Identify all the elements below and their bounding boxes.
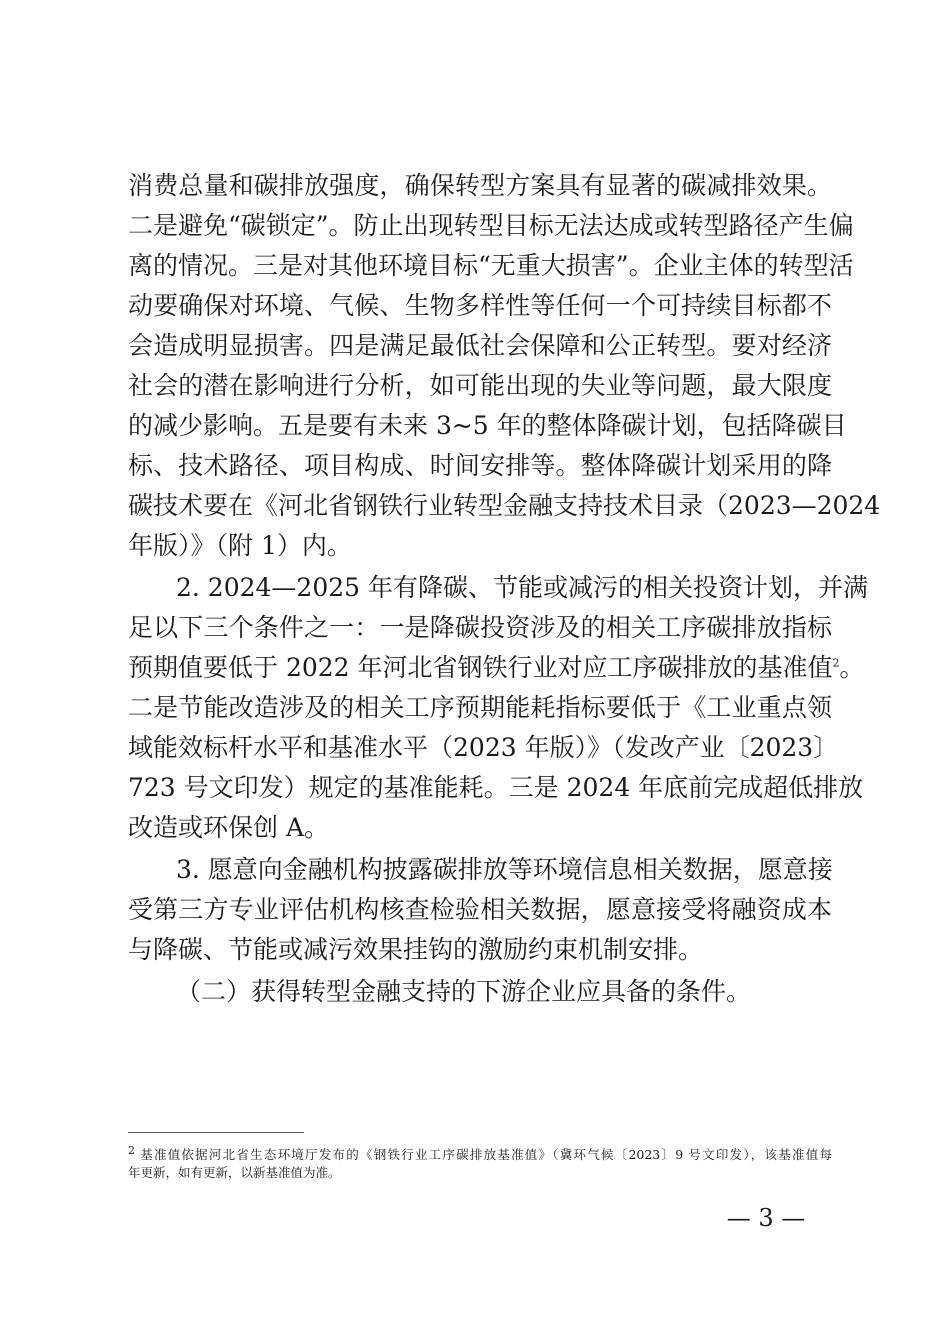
paragraph-3-first-line: 3. 愿意向金融机构披露碳排放等环境信息相关数据，愿意接 xyxy=(176,855,833,884)
section-heading: （二）获得转型金融支持的下游企业应具备的条件。 xyxy=(176,977,752,1006)
body-line-with-footnote-ref xyxy=(128,648,865,688)
body-line: 离的情况。三是对其他环境目标“无重大损害”。企业主体的转型活 xyxy=(128,251,854,280)
footnote-marker: 2 xyxy=(128,1143,135,1157)
body-line: 足以下三个条件之一：一是降碳投资涉及的相关工序碳排放指标 xyxy=(128,613,832,642)
body-line-text: 预期值要低于 2022 年河北省钢铁行业对应工序碳排放的基准值 xyxy=(128,653,833,682)
body-line: 动要确保对环境、气候、生物多样性等任何一个可持续目标都不 xyxy=(128,291,832,320)
body-line: 域能效标杆水平和基准水平（2023 年版）》（发改产业〔2023〕 xyxy=(128,733,839,762)
footnote-line-2: 年更新，如有更新，以新基准值为准。 xyxy=(128,1165,341,1180)
paragraph-2-first-line: 2. 2024—2025 年有降碳、节能或减污的相关投资计划，并满 xyxy=(176,573,868,602)
footnote-divider xyxy=(128,1132,304,1133)
body-line: 年版）》（附 1）内。 xyxy=(128,531,352,560)
body-line-tail: 。 xyxy=(839,653,865,682)
footnote-reference: 2 xyxy=(832,656,840,670)
body-line: 723 号文印发）规定的基准能耗。三是 2024 年底前完成超低排放 xyxy=(128,773,864,802)
body-line: 会造成明显损害。四是满足最低社会保障和公正转型。要对经济 xyxy=(128,331,832,360)
body-line: 的减少影响。五是要有未来 3~5 年的整体降碳计划，包括降碳目 xyxy=(128,411,847,440)
footnote-line-1 xyxy=(128,1143,832,1164)
footnote-text: 基准值依据河北省生态环境厅发布的《钢铁行业工序碳排放基准值》（冀环气候〔2023〕9 号文印发），该基准值每 xyxy=(140,1147,832,1162)
body-line: 社会的潜在影响进行分析，如可能出现的失业等问题，最大限度 xyxy=(128,371,832,400)
body-line: 改造或环保创 A。 xyxy=(128,813,330,842)
body-line: 与降碳、节能或减污效果挂钩的激励约束机制安排。 xyxy=(128,935,704,964)
page-number: — 3 — xyxy=(726,1204,806,1232)
body-line: 二是节能改造涉及的相关工序预期能耗指标要低于《工业重点领 xyxy=(128,693,832,722)
body-line: 标、技术路径、项目构成、时间安排等。整体降碳计划采用的降 xyxy=(128,451,832,480)
body-line: 受第三方专业评估机构核查检验相关数据，愿意接受将融资成本 xyxy=(128,895,832,924)
body-line: 碳技术要在《河北省钢铁行业转型金融支持技术目录（2023—2024 xyxy=(128,491,881,520)
body-line: 消费总量和碳排放强度，确保转型方案具有显著的碳减排效果。 xyxy=(128,171,832,200)
body-line: 二是避免“碳锁定”。防止出现转型目标无法达成或转型路径产生偏 xyxy=(128,211,854,240)
